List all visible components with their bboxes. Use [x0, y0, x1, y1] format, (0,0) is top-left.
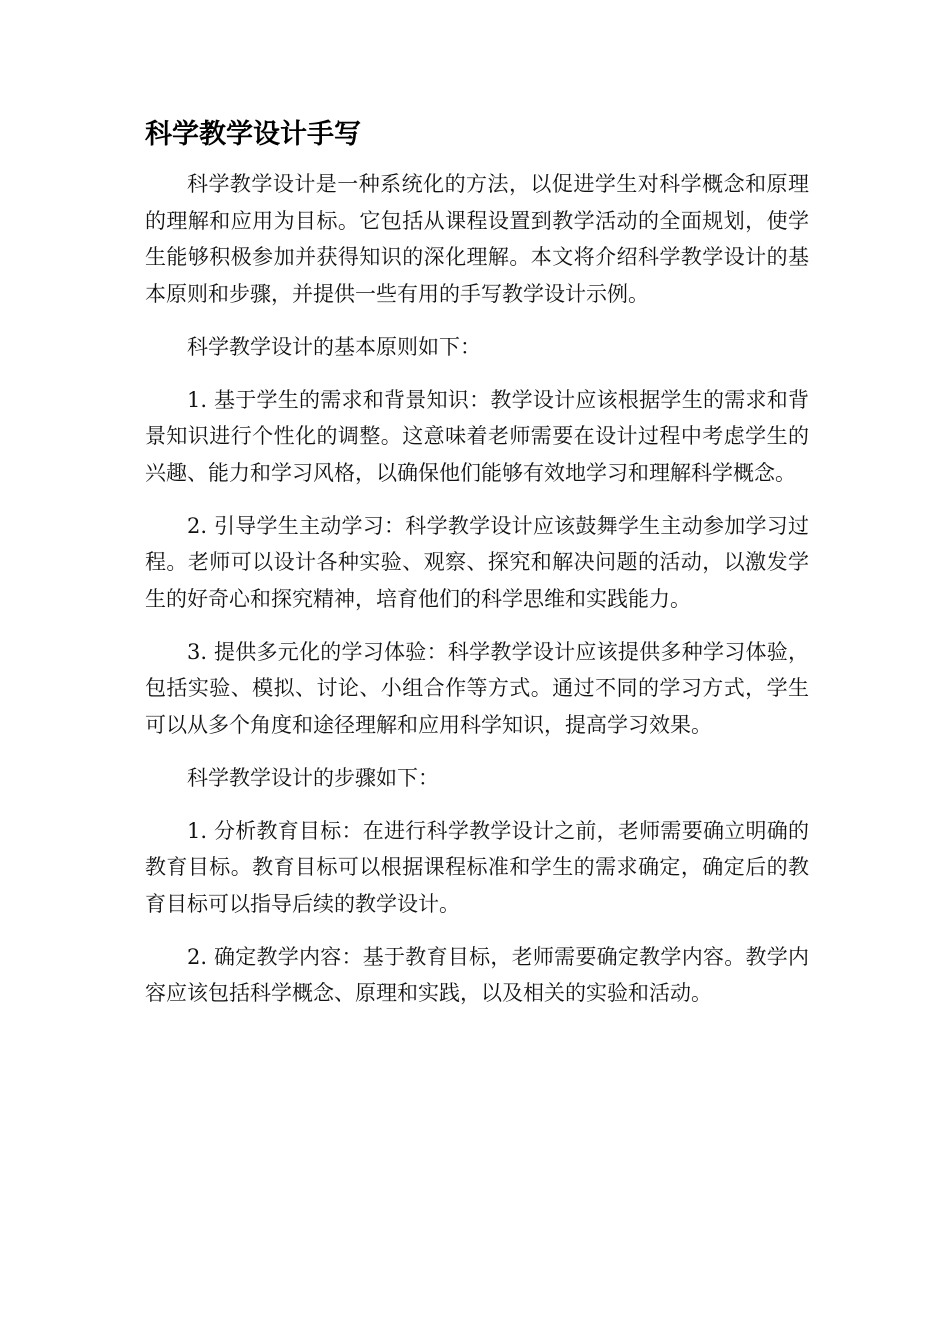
step-item-1: 1. 分析教育目标：在进行科学教学设计之前，老师需要确立明确的教育目标。教育目标可以根据课程标准和学生的需求确定，确定后的教育目标可以指导后续的教学设计。	[145, 818, 809, 916]
principle-item-1: 1. 基于学生的需求和背景知识：教学设计应该根据学生的需求和背景知识进行个性化的调整。这意味着老师需要在设计过程中考虑学生的兴趣、能力和学习风格，以确保他们能够有效地学习和理解科学概念。	[145, 387, 809, 485]
document-body	[145, 166, 809, 1028]
intro-paragraph: 科学教学设计是一种系统化的方法，以促进学生对科学概念和原理的理解和应用为目标。它包括从课程设置到教学活动的全面规划，使学生能够积极参加并获得知识的深化理解。本文将介绍科学教学设计的基本原则和步骤，并提供一些有用的手写教学设计示例。	[145, 172, 809, 306]
principle-item-3: 3. 提供多元化的学习体验：科学教学设计应该提供多种学习体验，包括实验、模拟、讨论、小组合作等方式。通过不同的学习方式，学生可以从多个角度和途径理解和应用科学知识，提高学习效果。	[145, 639, 809, 737]
step-item-2: 2. 确定教学内容：基于教育目标，老师需要确定教学内容。教学内容应该包括科学概念、原理和实践，以及相关的实验和活动。	[145, 944, 809, 1005]
principle-item-2: 2. 引导学生主动学习：科学教学设计应该鼓舞学生主动参加学习过程。老师可以设计各种实验、观察、探究和解决问题的活动，以激发学生的好奇心和探究精神，培育他们的科学思维和实践能力。	[145, 513, 809, 611]
steps-heading-paragraph: 科学教学设计的步骤如下：	[187, 765, 439, 790]
principles-heading-paragraph: 科学教学设计的基本原则如下：	[187, 334, 481, 359]
document-title: 科学教学设计手写	[145, 119, 361, 150]
